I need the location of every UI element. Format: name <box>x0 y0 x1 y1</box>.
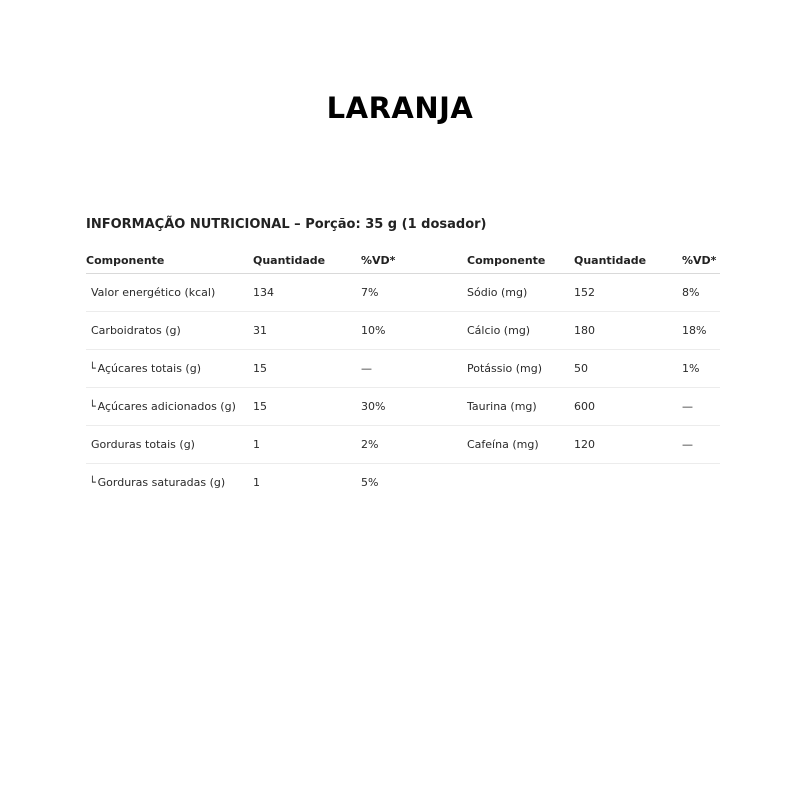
header-quantity: Quantidade <box>253 247 361 274</box>
quantity-cell: 15 <box>253 350 361 388</box>
indent-marker: └ <box>89 476 96 489</box>
table-row <box>467 350 720 388</box>
component-cell <box>86 274 253 312</box>
component-cell <box>86 388 253 426</box>
table-row <box>86 274 467 312</box>
nutrition-table-right <box>467 247 720 464</box>
header-vd: %VD* <box>361 247 467 274</box>
component-cell <box>86 350 253 388</box>
nutrition-columns <box>86 247 720 501</box>
component-cell: Cálcio (mg) <box>467 312 574 350</box>
quantity-cell: 120 <box>574 426 682 464</box>
nutrition-table-left <box>86 247 467 501</box>
component-name: Açúcares adicionados (g) <box>97 400 236 413</box>
header-vd: %VD* <box>682 247 720 274</box>
component-name: Valor energético (kcal) <box>91 286 216 299</box>
indent-marker: └ <box>89 400 96 413</box>
quantity-cell: 134 <box>253 274 361 312</box>
header-component: Componente <box>467 247 574 274</box>
nutrition-table-left-wrapper <box>86 247 467 501</box>
vd-cell: — <box>361 350 467 388</box>
table-header-row <box>467 247 720 274</box>
header-quantity: Quantidade <box>574 247 682 274</box>
quantity-cell: 1 <box>253 426 361 464</box>
component-cell: Taurina (mg) <box>467 388 574 426</box>
quantity-cell: 1 <box>253 476 260 489</box>
table-row <box>467 274 720 312</box>
table-row <box>86 350 467 388</box>
nutrition-table-right-wrapper <box>467 247 720 501</box>
vd-cell: 10% <box>361 312 467 350</box>
table-row <box>467 388 720 426</box>
nutrition-panel <box>86 215 720 501</box>
component-cell <box>86 312 253 350</box>
quantity-cell: 180 <box>574 312 682 350</box>
component-cell: Potássio (mg) <box>467 350 574 388</box>
header-component: Componente <box>86 247 253 274</box>
component-cell <box>86 464 253 502</box>
quantity-cell: 15 <box>253 388 361 426</box>
nutrition-heading: INFORMAÇÃO NUTRICIONAL – Porção: 35 g (1 dosador) <box>86 217 487 232</box>
vd-cell: 1% <box>682 350 720 388</box>
table-row <box>86 388 467 426</box>
vd-cell: 8% <box>682 274 720 312</box>
component-name: Gorduras saturadas (g) <box>97 476 226 489</box>
component-name: Gorduras totais (g) <box>91 438 195 451</box>
table-row <box>86 312 467 350</box>
table-row <box>86 464 467 502</box>
component-name: Carboidratos (g) <box>91 324 181 337</box>
indent-marker: └ <box>89 362 96 375</box>
vd-cell: 18% <box>682 312 720 350</box>
vd-cell: 5% <box>361 476 379 489</box>
vd-cell: — <box>682 388 720 426</box>
component-cell: Cafeína (mg) <box>467 426 574 464</box>
vd-cell: 7% <box>361 274 467 312</box>
component-cell <box>86 426 253 464</box>
product-title: LARANJA <box>326 91 474 125</box>
table-row <box>467 312 720 350</box>
component-name: Açúcares totais (g) <box>97 362 201 375</box>
vd-cell: 30% <box>361 388 467 426</box>
quantity-cell: 31 <box>253 312 361 350</box>
component-cell: Sódio (mg) <box>467 274 574 312</box>
quantity-cell: 152 <box>574 274 682 312</box>
vd-cell: 2% <box>361 426 467 464</box>
table-header-row <box>86 247 467 274</box>
quantity-cell: 600 <box>574 388 682 426</box>
quantity-cell: 50 <box>574 350 682 388</box>
table-row <box>467 426 720 464</box>
vd-cell: — <box>682 426 720 464</box>
table-row <box>86 426 467 464</box>
